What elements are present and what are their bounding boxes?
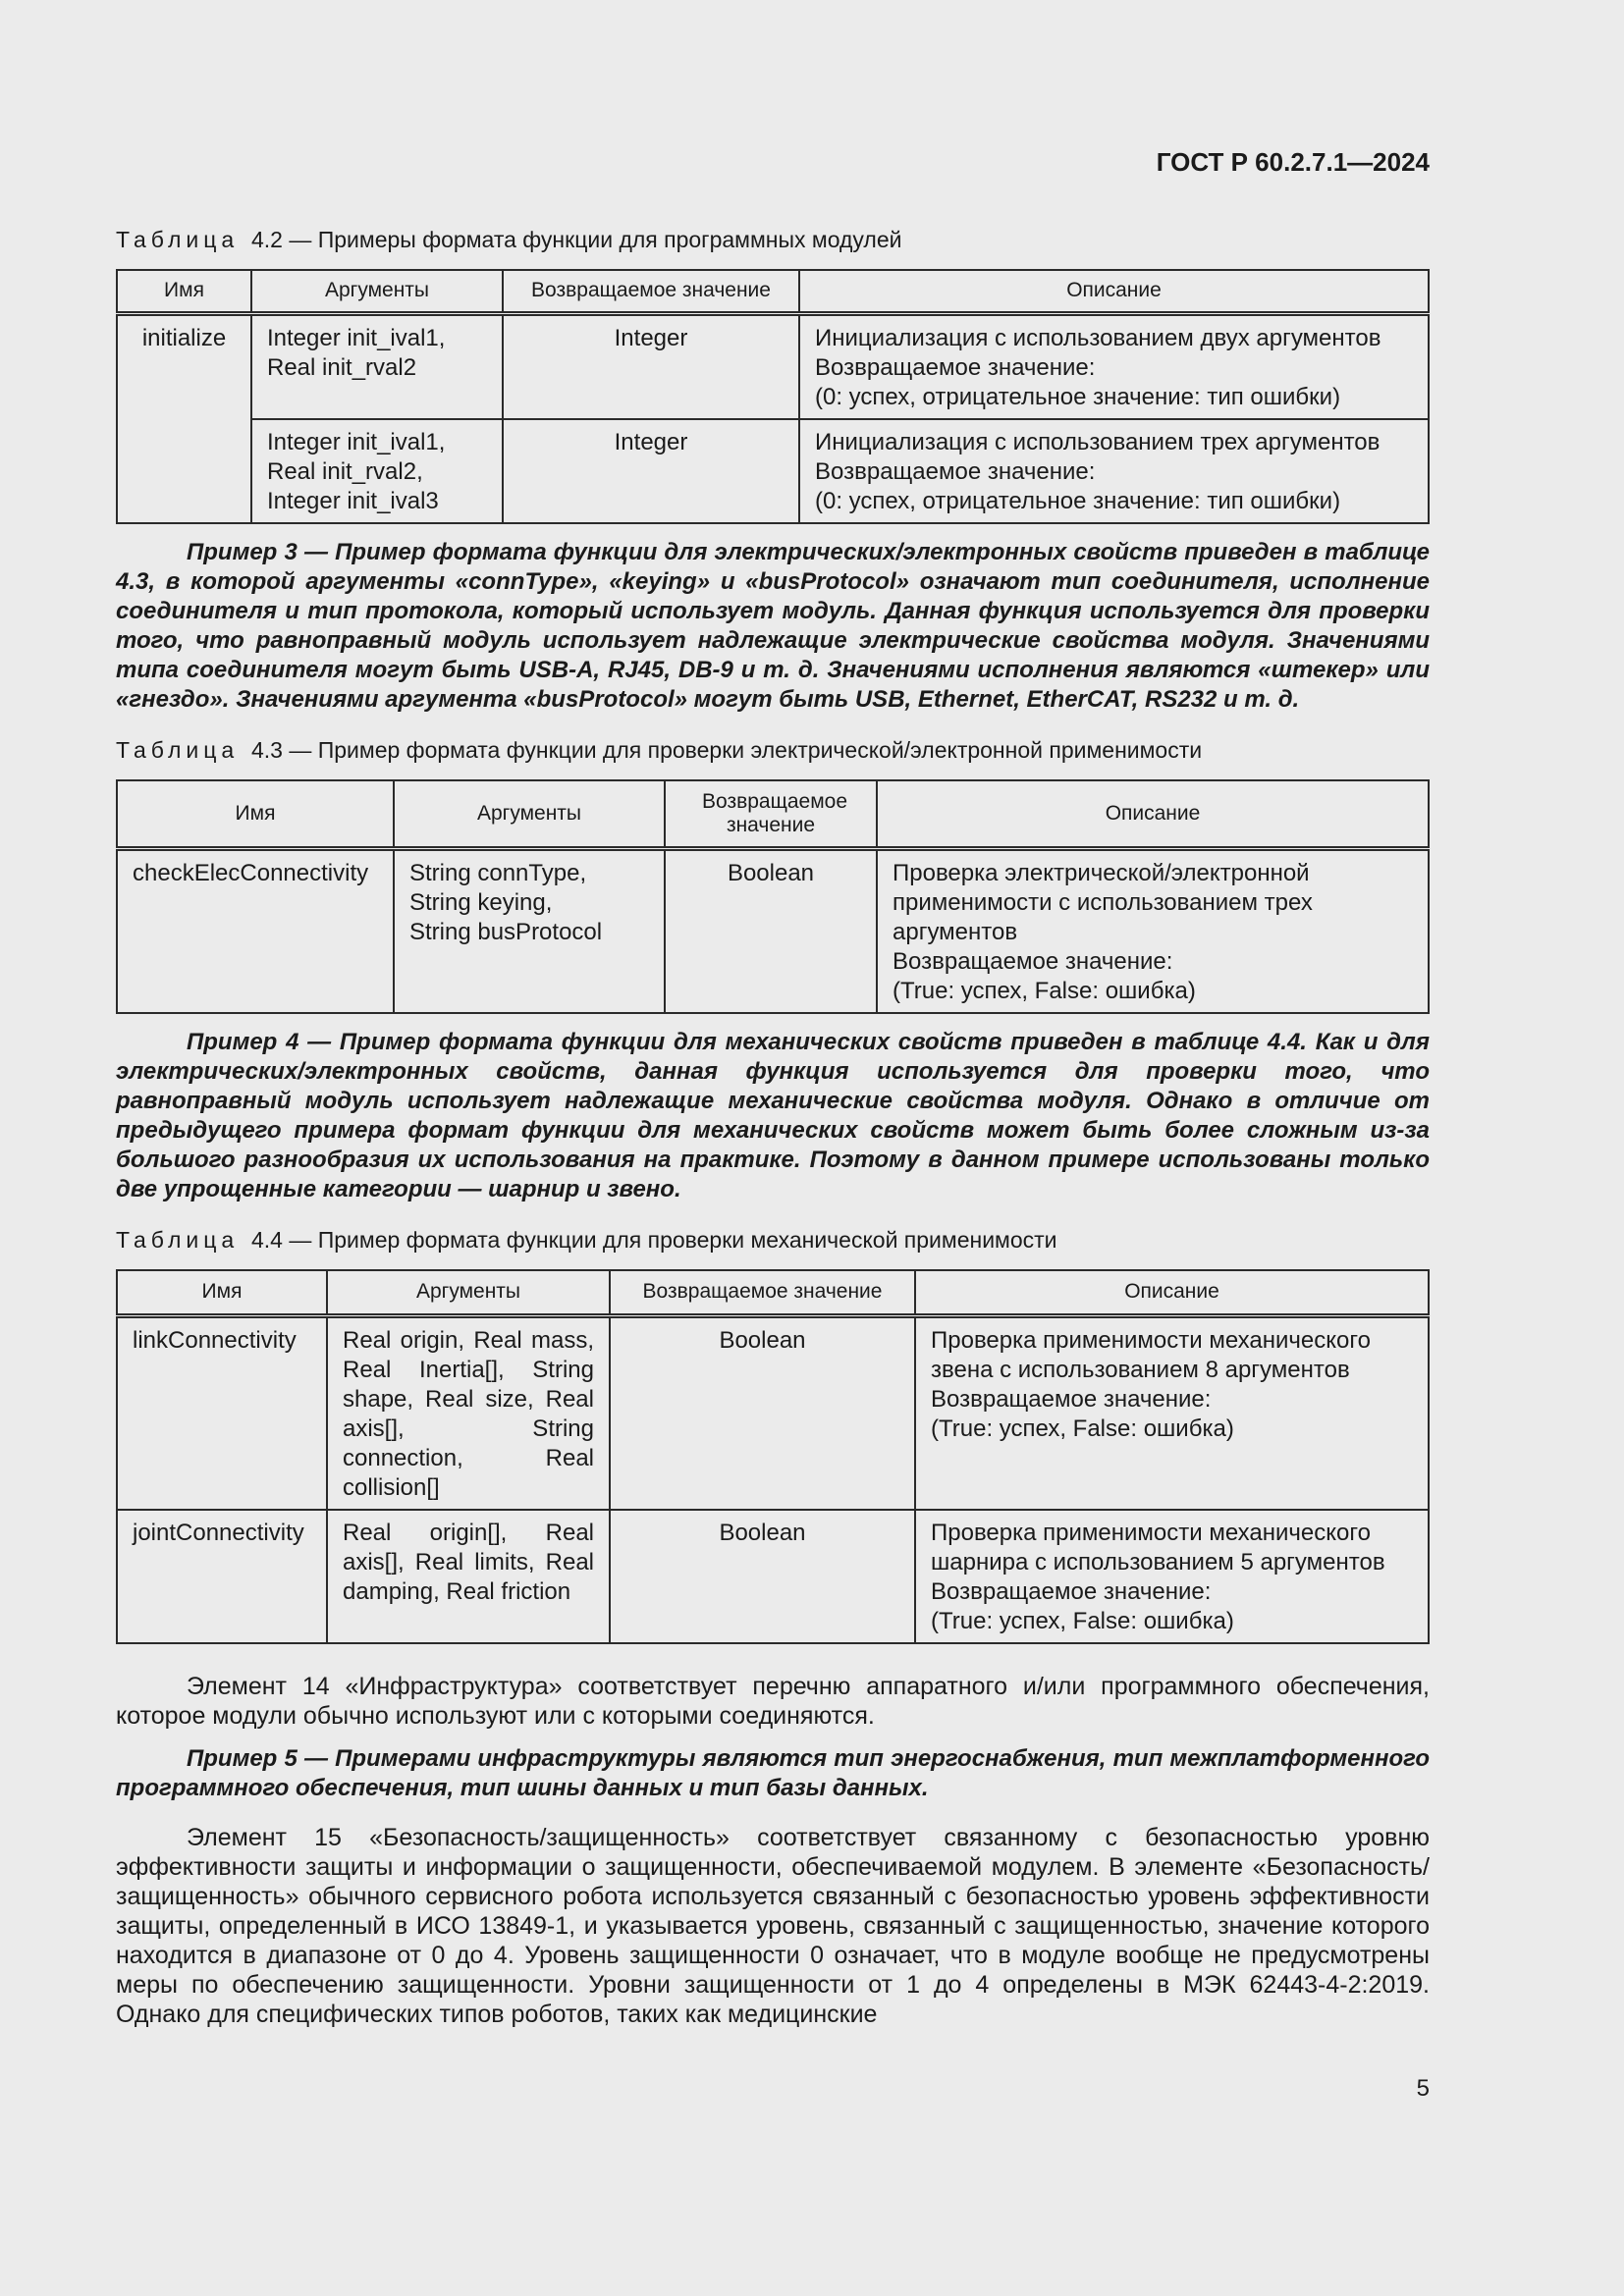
description-cell	[915, 1315, 1429, 1510]
description-line: Возвращаемое значение:	[893, 948, 1173, 975]
argument-line: Real init_rval2,	[267, 457, 423, 485]
column-header: Имя	[117, 780, 394, 849]
description-line: Возвращаемое значение:	[815, 457, 1096, 485]
description-cell	[915, 1510, 1429, 1643]
column-header: Возвращаемое значение	[665, 780, 877, 849]
column-header: Аргументы	[327, 1270, 610, 1315]
paragraph-element-15: Элемент 15 «Безопасность/защищенность» соответствует связанному с безопасностью уровню эффективности защиты и информации о защищенности, обеспечиваемой модулем. В элементе «Безопасность/защищенность» обычного сервисного робота используется связанный с безопасностью уровень эффективности защиты, определенный в ИСО 13849-1, и указывается уровень, связанный с защищенностью, значение которого находится в диапазоне от 0 до 4. Уровень защищенности 0 означает, что в модуле вообще не предусмотрены меры по обеспечению защищенности. Уровни защищенности от 1 до 4 определены в МЭК 62443-4-2:2019. Однако для специфических типов роботов, таких как медицинские	[116, 1823, 1430, 2028]
example-3: Пример 3 — Пример формата функции для электрических/электронных свойств приведен в таблице 4.3, в которой аргументы «connType», «keying» и «busProtocol» означают тип соединителя, исполнение соединителя и тип протокола, который использует модуль. Данная функция используется для проверки того, что равноправный модуль использует надлежащие электрические свойства модуля. Значениями типа соединителя могут быть USB-A, RJ45, DB-9 и т. д. Значениями исполнения являются «штекер» или «гнездо». Значениями аргумента «busProtocol» могут быть USB, Ethernet, EtherCAT, RS232 и т. д.	[116, 538, 1430, 713]
description-cell	[799, 419, 1429, 523]
column-header: Аргументы	[251, 270, 503, 313]
page-content	[116, 224, 1430, 2043]
argument-line: Integer init_ival3	[267, 487, 439, 514]
column-header: Описание	[799, 270, 1429, 313]
example-5: Пример 5 — Примерами инфраструктуры являются тип энергоснабжения, тип межплатформенного программного обеспечения, тип шины данных и тип базы данных.	[116, 1744, 1430, 1801]
argument-line: Real init_rval2	[267, 353, 417, 381]
argument-line: String busProtocol	[409, 919, 603, 945]
table-4-4	[116, 1269, 1430, 1644]
description-line: Возвращаемое значение:	[815, 353, 1096, 381]
argument-line: Integer init_ival1,	[267, 428, 446, 455]
caption-word: Таблица	[116, 736, 240, 763]
description-line: Возвращаемое значение:	[931, 1577, 1212, 1605]
description-line: Проверка применимости механического звена с использованием 8 аргументов	[931, 1326, 1371, 1383]
function-name: linkConnectivity	[117, 1315, 327, 1510]
caption-word: Таблица	[116, 227, 240, 252]
column-header: Возвращаемое значение	[503, 270, 799, 313]
table-4-2-caption	[116, 224, 1430, 255]
function-name: initialize	[117, 313, 251, 523]
function-name: jointConnectivity	[117, 1510, 327, 1643]
table-row	[117, 313, 1429, 419]
standard-code: ГОСТ Р 60.2.7.1—2024	[1156, 147, 1430, 177]
return-cell: Boolean	[665, 849, 877, 1014]
table-row	[117, 849, 1429, 1014]
description-line: (True: успех, False: ошибка)	[931, 1607, 1234, 1634]
column-header: Возвращаемое значение	[610, 1270, 915, 1315]
arguments-cell	[394, 849, 665, 1014]
return-cell: Integer	[503, 313, 799, 419]
argument-line: String connType,	[409, 860, 587, 886]
description-line: (0: успех, отрицательное значение: тип ошибки)	[815, 487, 1341, 514]
arguments-cell: Real origin, Real mass, Real Inertia[], String shape, Real size, Real axis[], String connection, Real collision[]	[327, 1315, 610, 1510]
example-4: Пример 4 — Пример формата функции для механических свойств приведен в таблице 4.4. Как и для электрических/электронных свойств, данная функция используется для проверки того, что равноправный модуль использует надлежащие механические свойства модуля. Однако в отличие от предыдущего примера формат функции для механических свойств может быть более сложным из-за большого разнообразия их использования на практике. Поэтому в данном примере использованы только две упрощенные категории — шарнир и звено.	[116, 1029, 1430, 1202]
arguments-cell	[251, 313, 503, 419]
table-4-2	[116, 269, 1430, 524]
description-line: Инициализация с использованием двух аргументов	[815, 324, 1381, 351]
column-header: Аргументы	[394, 780, 665, 849]
description-line: (0: успех, отрицательное значение: тип ошибки)	[815, 383, 1341, 410]
return-cell: Boolean	[610, 1315, 915, 1510]
column-header: Имя	[117, 1270, 327, 1315]
caption-text: 4.4 — Пример формата функции для проверки механической применимости	[250, 1227, 1057, 1253]
return-cell: Integer	[503, 419, 799, 523]
arguments-cell	[251, 419, 503, 523]
table-4-4-caption	[116, 1224, 1430, 1255]
table-row	[117, 1315, 1429, 1510]
caption-text: 4.3 — Пример формата функции для проверки электрической/электронной применимости	[250, 736, 1203, 763]
caption-word: Таблица	[116, 1227, 240, 1253]
column-header: Описание	[877, 780, 1429, 849]
table-row	[117, 1510, 1429, 1643]
column-header: Описание	[915, 1270, 1429, 1315]
function-name: checkElecConnectivity	[117, 849, 394, 1014]
description-cell	[877, 849, 1429, 1014]
column-header: Имя	[117, 270, 251, 313]
arguments-cell: Real origin[], Real axis[], Real limits, Real damping, Real friction	[327, 1510, 610, 1643]
return-cell: Boolean	[610, 1510, 915, 1643]
table-4-3	[116, 779, 1430, 1015]
caption-text: 4.2 — Примеры формата функции для программных модулей	[250, 227, 902, 252]
table-row	[117, 419, 1429, 523]
argument-line: String keying,	[409, 889, 553, 916]
description-line: (True: успех, False: ошибка)	[893, 978, 1196, 1004]
description-line: Проверка применимости механического шарнира с использованием 5 аргументов	[931, 1519, 1385, 1575]
description-cell	[799, 313, 1429, 419]
description-line: (True: успех, False: ошибка)	[931, 1415, 1234, 1442]
description-line: Инициализация с использованием трех аргументов	[815, 428, 1380, 455]
description-line: Проверка электрической/электронной применимости с использованием трех аргументов	[893, 860, 1313, 945]
paragraph-element-14: Элемент 14 «Инфраструктура» соответствует перечню аппаратного и/или программного обеспечения, которое модули обычно используют или с которыми соединяются.	[116, 1672, 1430, 1730]
page-number: 5	[1416, 2075, 1430, 2102]
description-line: Возвращаемое значение:	[931, 1385, 1212, 1413]
table-4-3-caption	[116, 734, 1430, 766]
argument-line: Integer init_ival1,	[267, 324, 446, 351]
